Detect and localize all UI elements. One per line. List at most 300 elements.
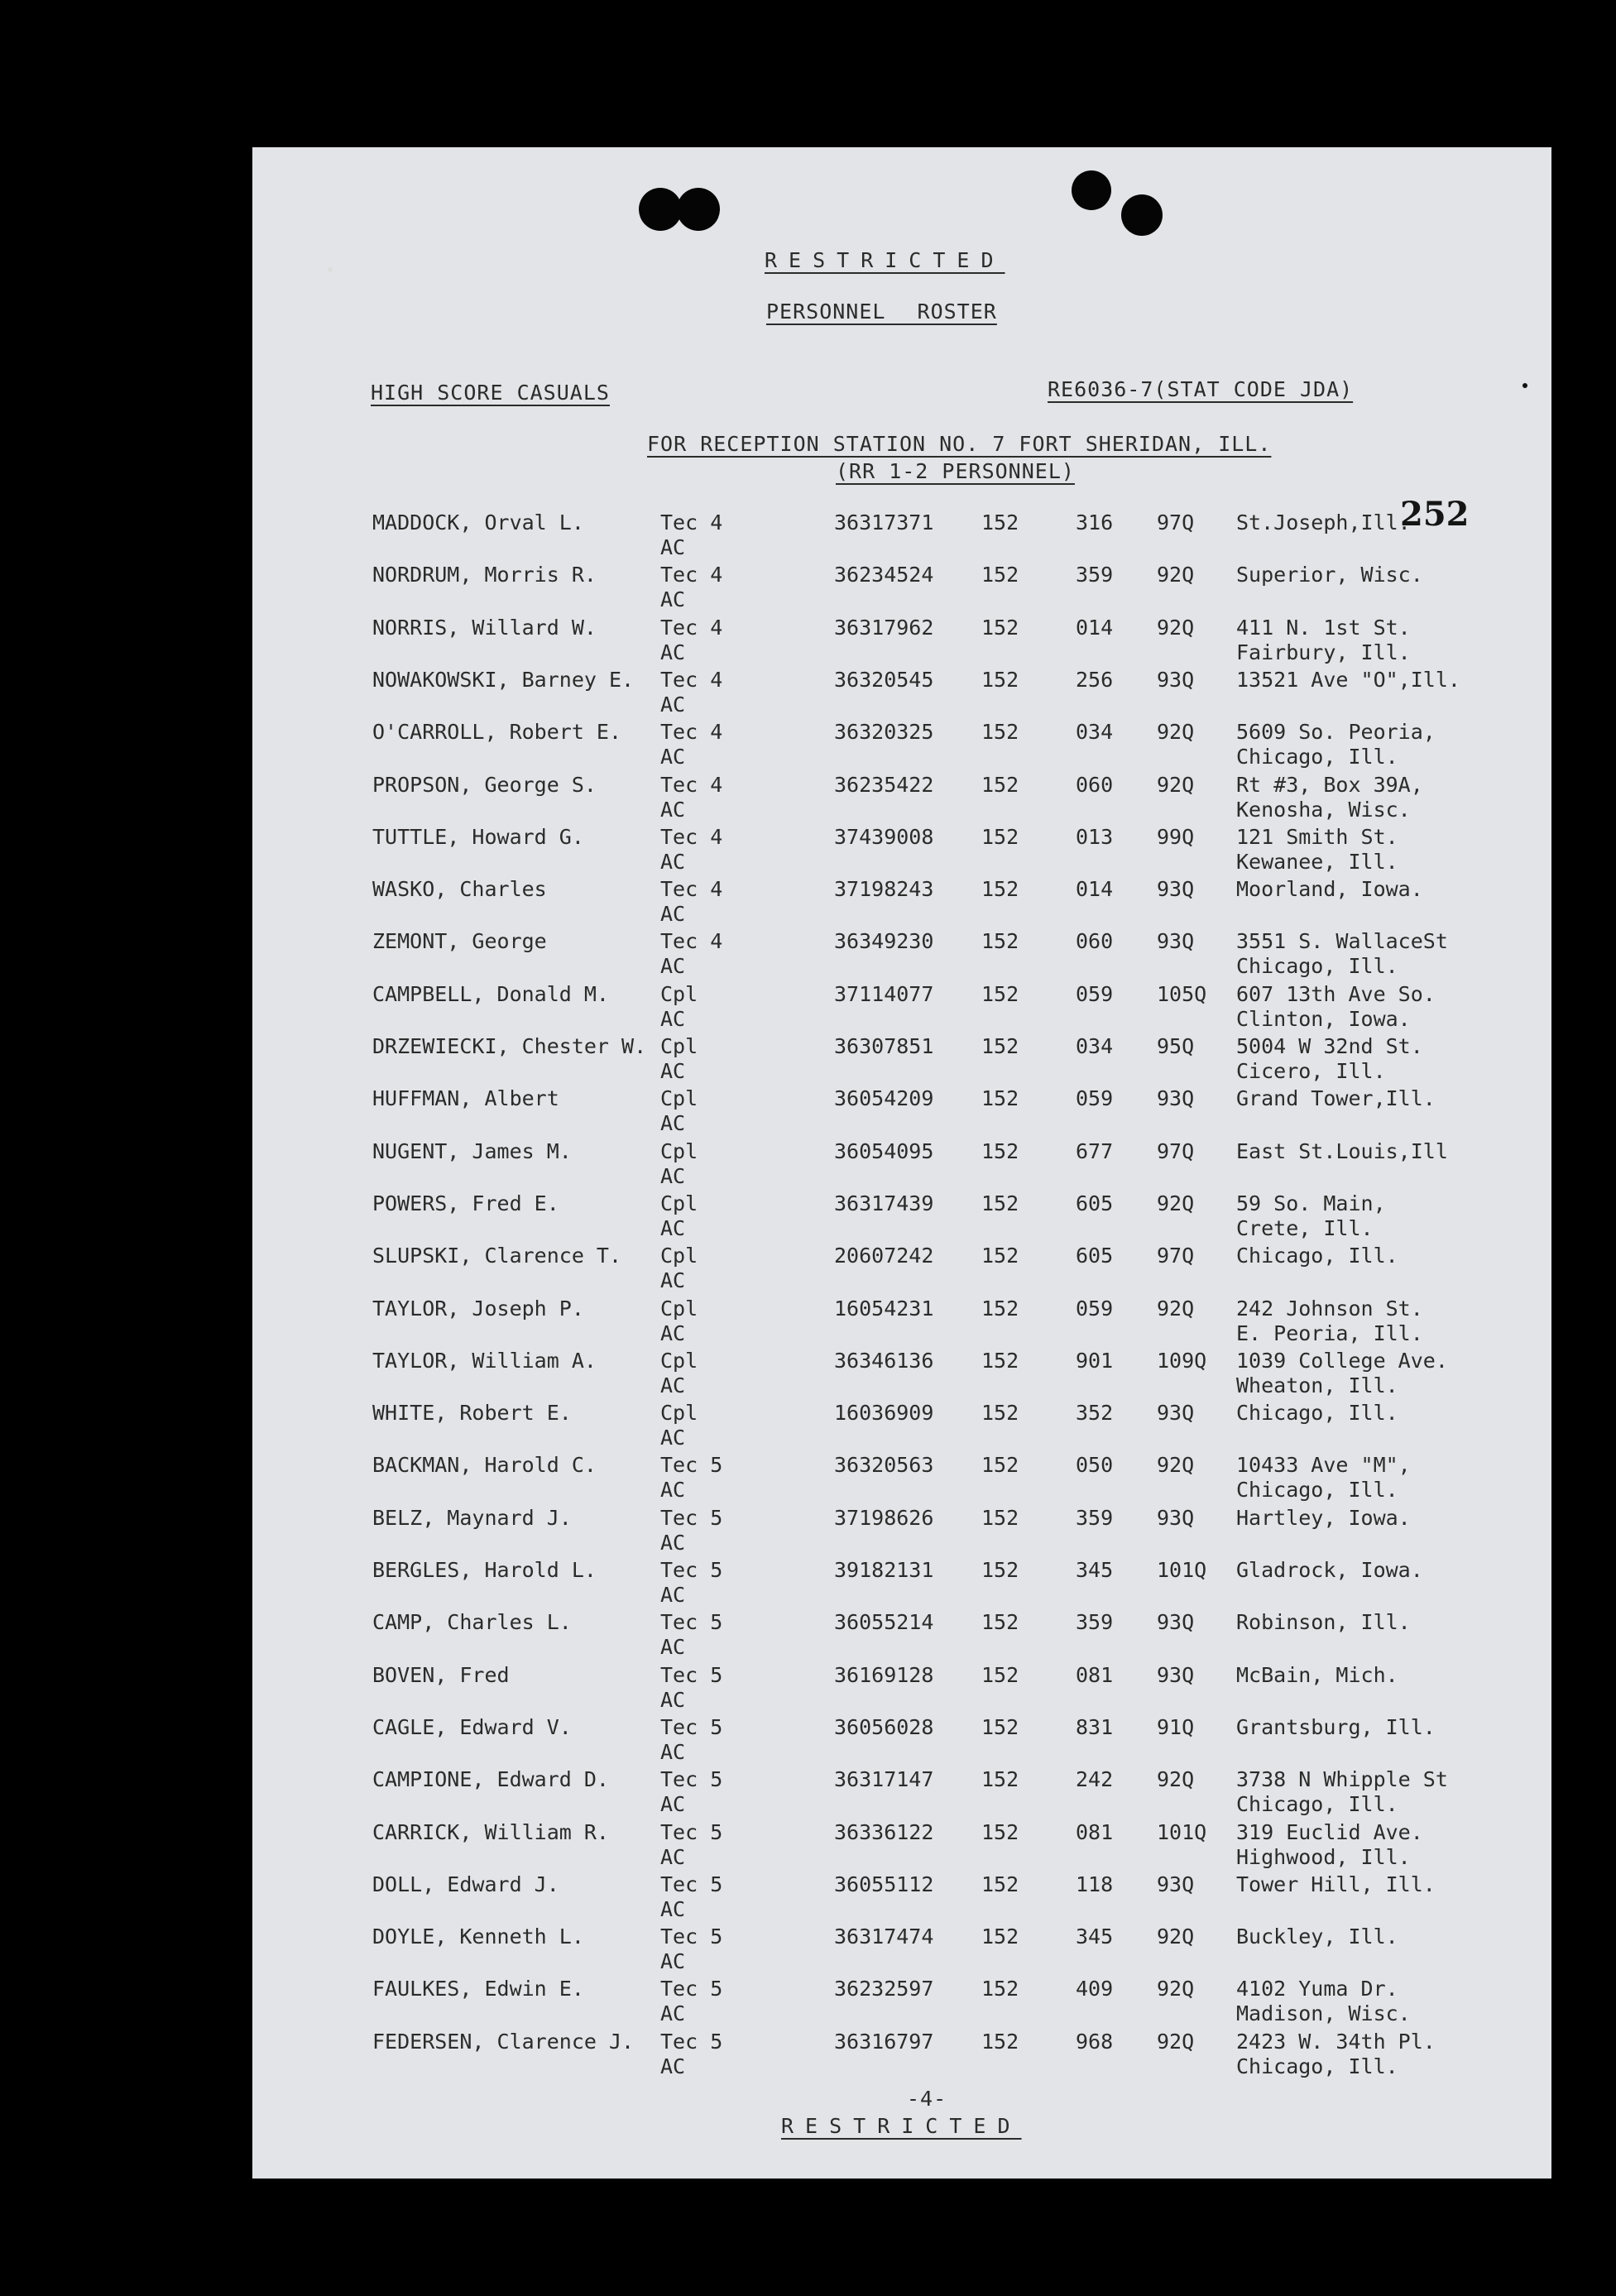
code-column-1: 152 [981,1505,1019,1530]
dust-speck [328,267,333,272]
branch: AC [660,849,686,874]
person-name: CAMPIONE, Edward D. [372,1767,609,1792]
person-name: ZEMONT, George [372,929,547,954]
code-column-2: 359 [1076,1505,1114,1530]
branch: AC [660,1687,686,1712]
person-name: CARRICK, William R. [372,1819,609,1844]
rank: Cpl [660,1348,698,1373]
table-row [0,1872,1616,1925]
score-code: 91Q [1157,1714,1195,1739]
person-name: SLUPSKI, Clarence T. [372,1244,622,1268]
score-code: 92Q [1157,2029,1195,2054]
address-line-2: E. Peoria, Ill. [1236,1321,1423,1345]
code-column-2: 256 [1076,667,1114,692]
serial-number: 16054231 [834,1296,934,1321]
address-line-1: 10433 Ave "M", [1236,1453,1411,1478]
table-row [0,1558,1616,1611]
address-line-2: Cicero, Ill. [1236,1059,1386,1083]
code-column-1: 152 [981,1034,1019,1058]
code-column-2: 034 [1076,1034,1114,1058]
code-column-2: 831 [1076,1714,1114,1739]
table-row [0,1191,1616,1244]
rank: Tec 5 [660,1767,723,1792]
serial-number: 36056028 [834,1714,934,1739]
address-line-1: McBain, Mich. [1236,1662,1398,1687]
code-column-1: 152 [981,772,1019,797]
serial-number: 36346136 [834,1348,934,1373]
table-row [0,1715,1616,1768]
address-line-1: 5004 W 32nd St. [1236,1034,1423,1058]
address-line-1: 5609 So. Peoria, [1236,720,1436,745]
person-name: HUFFMAN, Albert [372,1086,559,1111]
serial-number: 36055112 [834,1872,934,1896]
address-line-1: 242 Johnson St. [1236,1296,1423,1321]
address-line-1: Superior, Wisc. [1236,563,1423,587]
destination-subtitle: (RR 1-2 PERSONNEL) [836,459,1075,483]
code-column-2: 059 [1076,981,1114,1006]
table-row [0,616,1616,669]
person-name: BERGLES, Harold L. [372,1558,597,1582]
address-line-1: 121 Smith St. [1236,824,1398,849]
score-code: 97Q [1157,510,1195,534]
serial-number: 36235422 [834,772,934,797]
rank: Tec 5 [660,1819,723,1844]
punch-hole-right-b [1121,194,1163,236]
address-line-2: Highwood, Ill. [1236,1844,1411,1869]
table-row [0,2030,1616,2083]
person-name: TAYLOR, Joseph P. [372,1296,584,1321]
code-column-2: 242 [1076,1767,1114,1792]
rank: Tec 5 [660,1872,723,1896]
rank: Tec 4 [660,510,723,534]
person-name: NOWAKOWSKI, Barney E. [372,667,635,692]
score-code: 93Q [1157,1662,1195,1687]
branch: AC [660,1163,686,1188]
score-code: 97Q [1157,1138,1195,1163]
serial-number: 36055214 [834,1610,934,1635]
address-line-1: Gladrock, Iowa. [1236,1558,1423,1582]
rank: Cpl [660,1034,698,1058]
code-column-2: 359 [1076,563,1114,587]
table-row [0,1244,1616,1297]
serial-number: 36349230 [834,929,934,954]
score-code: 92Q [1157,1925,1195,1949]
rank: Tec 4 [660,615,723,640]
code-column-2: 352 [1076,1401,1114,1426]
header-classification: RESTRICTED [765,248,1005,272]
serial-number: 36234524 [834,563,934,587]
code-column-2: 060 [1076,772,1114,797]
address-line-1: 607 13th Ave So. [1236,981,1436,1006]
rank: Tec 5 [660,1610,723,1635]
roster-title: PERSONNEL ROSTER [766,300,997,324]
branch: AC [660,2001,686,2026]
rank: Cpl [660,981,698,1006]
branch: AC [660,1530,686,1555]
address-line-1: Tower Hill, Ill. [1236,1872,1436,1896]
address-line-1: Robinson, Ill. [1236,1610,1411,1635]
branch: AC [660,587,686,612]
branch: AC [660,1478,686,1503]
code-column-1: 152 [981,981,1019,1006]
serial-number: 36054209 [834,1086,934,1111]
address-line-2: Kenosha, Wisc. [1236,797,1411,822]
score-code: 92Q [1157,772,1195,797]
address-line-1: 13521 Ave "O",Ill. [1236,667,1460,692]
rank: Tec 5 [660,1558,723,1582]
serial-number: 36054095 [834,1138,934,1163]
address-line-2: Chicago, Ill. [1236,954,1398,979]
rank: Cpl [660,1401,698,1426]
branch: AC [660,1059,686,1083]
page-stamp-number: 252 [1400,495,1470,534]
code-column-2: 118 [1076,1872,1114,1896]
person-name: POWERS, Fred E. [372,1191,559,1215]
person-name: DRZEWIECKI, Chester W. [372,1034,647,1058]
serial-number: 36317962 [834,615,934,640]
branch: AC [660,954,686,979]
table-row [0,773,1616,826]
branch: AC [660,1583,686,1607]
score-code: 93Q [1157,1086,1195,1111]
code-column-1: 152 [981,667,1019,692]
serial-number: 36320545 [834,667,934,692]
address-line-2: Chicago, Ill. [1236,1792,1398,1817]
address-line-1: Grantsburg, Ill. [1236,1714,1436,1739]
code-column-1: 152 [981,720,1019,745]
code-column-1: 152 [981,1662,1019,1687]
code-column-1: 152 [981,1453,1019,1478]
serial-number: 36232597 [834,1977,934,2001]
code-column-1: 152 [981,2029,1019,2054]
score-code: 99Q [1157,824,1195,849]
branch: AC [660,1426,686,1450]
branch: AC [660,902,686,927]
code-column-2: 901 [1076,1348,1114,1373]
rank: Cpl [660,1191,698,1215]
score-code: 92Q [1157,1191,1195,1215]
rank: Cpl [660,1296,698,1321]
serial-number: 37198626 [834,1505,934,1530]
serial-number: 36316797 [834,2029,934,2054]
code-column-2: 059 [1076,1086,1114,1111]
address-line-1: 411 N. 1st St. [1236,615,1411,640]
person-name: O'CARROLL, Robert E. [372,720,622,745]
table-row [0,1086,1616,1139]
address-line-2: Crete, Ill. [1236,1215,1374,1240]
code-column-1: 152 [981,1191,1019,1215]
table-row [0,1610,1616,1663]
serial-number: 36317371 [834,510,934,534]
address-line-1: 4102 Yuma Dr. [1236,1977,1398,2001]
person-name: WASKO, Charles [372,877,547,902]
address-line-1: Buckley, Ill. [1236,1925,1398,1949]
branch: AC [660,1896,686,1921]
person-name: CAGLE, Edward V. [372,1714,572,1739]
code-column-2: 968 [1076,2029,1114,2054]
group-name: HIGH SCORE CASUALS [371,381,610,405]
code-column-1: 152 [981,1714,1019,1739]
address-line-1: 59 So. Main, [1236,1191,1386,1215]
code-column-2: 034 [1076,720,1114,745]
branch: AC [660,1792,686,1817]
branch: AC [660,1321,686,1345]
score-code: 93Q [1157,1610,1195,1635]
address-line-2: Wheaton, Ill. [1236,1373,1398,1397]
score-code: 92Q [1157,1977,1195,2001]
serial-number: 36317439 [834,1191,934,1215]
rank: Tec 5 [660,2029,723,2054]
branch: AC [660,692,686,717]
score-code: 93Q [1157,929,1195,954]
code-column-1: 152 [981,1401,1019,1426]
score-code: 92Q [1157,615,1195,640]
address-line-1: 319 Euclid Ave. [1236,1819,1423,1844]
table-row [0,1297,1616,1349]
person-name: NORDRUM, Morris R. [372,563,597,587]
person-name: DOYLE, Kenneth L. [372,1925,584,1949]
code-column-2: 605 [1076,1191,1114,1215]
branch: AC [660,2054,686,2078]
score-code: 93Q [1157,1505,1195,1530]
code-column-1: 152 [981,1086,1019,1111]
person-name: TUTTLE, Howard G. [372,824,584,849]
person-name: BOVEN, Fred [372,1662,510,1687]
code-column-2: 059 [1076,1296,1114,1321]
table-row [0,668,1616,721]
serial-number: 20607242 [834,1244,934,1268]
punch-hole-left-b [677,188,720,231]
table-row [0,510,1616,563]
code-column-2: 359 [1076,1610,1114,1635]
serial-number: 36317474 [834,1925,934,1949]
address-line-2: Kewanee, Ill. [1236,849,1398,874]
table-row [0,1034,1616,1087]
address-line-2: Clinton, Iowa. [1236,1006,1411,1031]
table-row [0,1139,1616,1192]
code-column-2: 605 [1076,1244,1114,1268]
branch: AC [660,1006,686,1031]
code-column-1: 152 [981,929,1019,954]
branch: AC [660,1844,686,1869]
code-column-2: 345 [1076,1925,1114,1949]
serial-number: 39182131 [834,1558,934,1582]
address-line-1: St.Joseph,Ill. [1236,510,1411,534]
person-name: DOLL, Edward J. [372,1872,559,1896]
address-line-1: Chicago, Ill. [1236,1244,1398,1268]
serial-number: 37114077 [834,981,934,1006]
code-column-1: 152 [981,615,1019,640]
address-line-2: Chicago, Ill. [1236,745,1398,769]
table-row [0,982,1616,1035]
serial-number: 37198243 [834,877,934,902]
table-row [0,877,1616,930]
address-line-1: Moorland, Iowa. [1236,877,1423,902]
serial-number: 16036909 [834,1401,934,1426]
rank: Tec 5 [660,1977,723,2001]
code-column-2: 014 [1076,615,1114,640]
serial-number: 37439008 [834,824,934,849]
score-code: 92Q [1157,563,1195,587]
table-row [0,929,1616,982]
address-line-1: Grand Tower,Ill. [1236,1086,1436,1111]
person-name: WHITE, Robert E. [372,1401,572,1426]
score-code: 93Q [1157,667,1195,692]
table-row [0,1767,1616,1820]
table-row [0,1401,1616,1454]
code-column-1: 152 [981,1138,1019,1163]
code-column-2: 345 [1076,1558,1114,1582]
rank: Tec 4 [660,824,723,849]
address-line-1: 3738 N Whipple St [1236,1767,1448,1792]
shipment-code: RE6036-7(STAT CODE JDA) [1048,377,1354,401]
code-column-1: 152 [981,877,1019,902]
serial-number: 36169128 [834,1662,934,1687]
code-column-2: 081 [1076,1819,1114,1844]
table-row [0,720,1616,773]
branch: AC [660,1268,686,1293]
code-column-2: 014 [1076,877,1114,902]
punch-hole-right-a [1072,170,1111,210]
serial-number: 36317147 [834,1767,934,1792]
branch: AC [660,1373,686,1397]
person-name: NORRIS, Willard W. [372,615,597,640]
code-column-1: 152 [981,1348,1019,1373]
serial-number: 36336122 [834,1819,934,1844]
score-code: 101Q [1157,1819,1207,1844]
address-line-2: Chicago, Ill. [1236,1478,1398,1503]
serial-number: 36307851 [834,1034,934,1058]
destination: FOR RECEPTION STATION NO. 7 FORT SHERIDAN, ILL. [647,432,1272,456]
person-name: MADDOCK, Orval L. [372,510,584,534]
person-name: CAMP, Charles L. [372,1610,572,1635]
address-line-1: Hartley, Iowa. [1236,1505,1411,1530]
address-line-2: Fairbury, Ill. [1236,640,1411,664]
person-name: FAULKES, Edwin E. [372,1977,584,2001]
code-column-1: 152 [981,824,1019,849]
code-column-1: 152 [981,1819,1019,1844]
score-code: 97Q [1157,1244,1195,1268]
code-column-1: 152 [981,1610,1019,1635]
rank: Tec 4 [660,772,723,797]
address-line-1: East St.Louis,Ill [1236,1138,1448,1163]
score-code: 92Q [1157,720,1195,745]
code-column-1: 152 [981,1767,1019,1792]
rank: Tec 4 [660,720,723,745]
code-column-1: 152 [981,1872,1019,1896]
table-row [0,1453,1616,1506]
branch: AC [660,640,686,664]
code-column-2: 677 [1076,1138,1114,1163]
rank: Cpl [660,1086,698,1111]
rank: Tec 4 [660,563,723,587]
rank: Cpl [660,1244,698,1268]
code-column-2: 050 [1076,1453,1114,1478]
table-row [0,1663,1616,1716]
score-code: 101Q [1157,1558,1207,1582]
code-column-1: 152 [981,510,1019,534]
code-column-2: 013 [1076,824,1114,849]
person-name: BELZ, Maynard J. [372,1505,572,1530]
score-code: 109Q [1157,1348,1207,1373]
code-column-1: 152 [981,1558,1019,1582]
person-name: FEDERSEN, Clarence J. [372,2029,635,2054]
branch: AC [660,1111,686,1136]
branch: AC [660,1949,686,1974]
score-code: 93Q [1157,877,1195,902]
score-code: 95Q [1157,1034,1195,1058]
code-column-2: 409 [1076,1977,1114,2001]
address-line-1: 1039 College Ave. [1236,1348,1448,1373]
score-code: 105Q [1157,981,1207,1006]
table-row [0,1977,1616,2030]
table-row [0,1925,1616,1977]
table-row [0,825,1616,878]
rank: Tec 4 [660,929,723,954]
score-code: 93Q [1157,1401,1195,1426]
address-line-1: 3551 S. WallaceSt [1236,929,1448,954]
score-code: 93Q [1157,1872,1195,1896]
rank: Tec 4 [660,877,723,902]
person-name: TAYLOR, William A. [372,1348,597,1373]
code-column-1: 152 [981,1296,1019,1321]
rank: Tec 5 [660,1662,723,1687]
rank: Cpl [660,1138,698,1163]
code-column-1: 152 [981,1977,1019,2001]
page-number: -4- [907,2087,947,2111]
serial-number: 36320325 [834,720,934,745]
rank: Tec 5 [660,1714,723,1739]
table-row [0,563,1616,616]
address-line-2: Chicago, Ill. [1236,2054,1398,2078]
address-line-1: Rt #3, Box 39A, [1236,772,1423,797]
code-column-2: 060 [1076,929,1114,954]
branch: AC [660,1215,686,1240]
branch: AC [660,797,686,822]
score-code: 92Q [1157,1296,1195,1321]
branch: AC [660,1739,686,1764]
serial-number: 36320563 [834,1453,934,1478]
branch: AC [660,1635,686,1660]
score-code: 92Q [1157,1453,1195,1478]
rank: Tec 5 [660,1925,723,1949]
punch-hole-left-a [639,188,682,231]
code-column-1: 152 [981,1925,1019,1949]
rank: Tec 5 [660,1453,723,1478]
address-line-1: 2423 W. 34th Pl. [1236,2029,1436,2054]
code-column-2: 081 [1076,1662,1114,1687]
code-column-2: 316 [1076,510,1114,534]
rank: Tec 4 [660,667,723,692]
table-row [0,1349,1616,1402]
person-name: NUGENT, James M. [372,1138,572,1163]
address-line-2: Madison, Wisc. [1236,2001,1411,2026]
code-column-1: 152 [981,563,1019,587]
address-line-1: Chicago, Ill. [1236,1401,1398,1426]
footer-classification: RESTRICTED [781,2114,1022,2138]
code-column-1: 152 [981,1244,1019,1268]
rank: Tec 5 [660,1505,723,1530]
person-name: BACKMAN, Harold C. [372,1453,597,1478]
table-row [0,1820,1616,1873]
branch: AC [660,745,686,769]
table-row [0,1506,1616,1559]
person-name: CAMPBELL, Donald M. [372,981,609,1006]
dust-speck [1522,383,1527,388]
score-code: 92Q [1157,1767,1195,1792]
person-name: PROPSON, George S. [372,772,597,797]
branch: AC [660,535,686,559]
